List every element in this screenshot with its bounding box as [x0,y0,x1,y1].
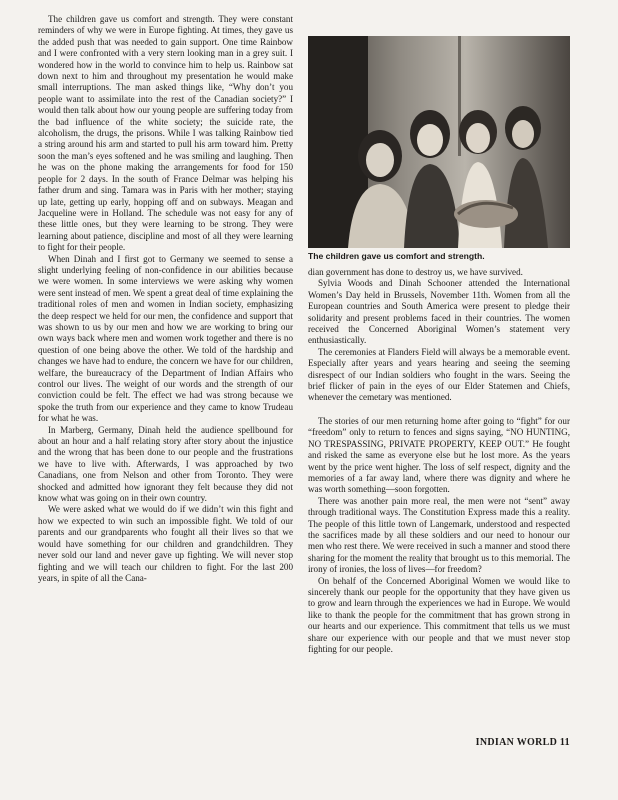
paragraph: Sylvia Woods and Dinah Schooner attended the International Women’s Day held in Brussels, November 11th. Women from all the European countries and South America were present to pledge their solidarity and present problems faced in their countries. The women received the Concerned Aboriginal Women’s statement very enthusiastically. [308,278,570,346]
paragraph: The stories of our men returning home after going to “fight” for our “freedom” only to return to fences and signs saying, “NO HUNTING, NO TRESPASSING, PRIVATE PROPERTY, KEEP OUT.” He fought and risked the same as everyone else but he lost more. As the years went by the price went higher. The loss of self respect, dignity and the memories of a far away land, where there was dignity and where he was worth something—soon forgotten. [308,415,570,495]
left-column [38,14,293,584]
paragraph: The ceremonies at Flanders Field will always be a memorable event. Especially after years and years hearing and seeing the seeming disrespect of our Indian soldiers who fought in the wars. Seeing the brief flicker of pain in the eyes of our Elder Statemen and Chiefs, whenever the cemetary was mentioned. [308,346,570,403]
paragraph: We were asked what we would do if we didn’t win this fight and how we expected to win such an impossible fight. We told of our parents and our grandparents who fought all their lives so that we would have something for our children and grandchildren. They never sold our land and never gave up fighting. We will never stop fighting and we will teach our children to fight. For the last 200 years, in spite of all the Cana- [38,504,293,583]
page-footer: INDIAN WORLD 11 [475,737,570,748]
children-photo [308,36,570,248]
paragraph: In Marberg, Germany, Dinah held the audience spellbound for about an hour and a half relating story after story about the injustice and the wrong that has been done to our people and the frustrations we have to live with. Afterwards, I was approached by two Canadians, one from Nelson and other from Toronto. They were shocked and admitted how ignorant they felt because they did not know what was going on in their own country. [38,424,293,504]
paragraph: The children gave us comfort and strength. They were constant reminders of why we were in Europe fighting. At times, they gave us the added push that was needed to gain support. One time Rainbow and I were confronted with a very stern looking man in a grey suit. I wondered how in the world to convince him to help us. Rainbow sat down next to him and throughout my presentation he would make small interruptions. The man asked things like, “Why don’t you people want to assimilate into the rest of the Canadian society?” I would then talk about how our young people are suffering today from the bad influence of the white society; the suicide rate, the alcoholism, the drugs, the prisons. While I was talking Rainbow tied a string around his arm and started to pull his arm toward him. Pretty soon the man’s eyes softened and he was smiling and laughing. Then he was on the phone making the arrangements for food for 150 people for 2 days. In the south of France Delmar was helping his father drum and sing. Tamara was in Paris with her mother; staying up late, getting up early, hopping off and on subways. Meagan and Jacqueline were in Holland. The schedule was not easy for any of these little ones, but they were learning to be strong. They were learning about patience, discipline and most of all they were learning to fight for their people. [38,14,293,253]
paragraph: dian government has done to destroy us, we have survived. [308,267,523,277]
paragraph: On behalf of the Concerned Aboriginal Women we would like to sincerely thank our people for the opportunity that they have given us to grow and learn through the experiences we had in Europe. We would like to thank the people for the commitment that has grown strong in our hearts and our experience. This commitment that tells us we must share our experience with our people and that we must never stop fighting for our people. [308,575,570,654]
photo-caption: The children gave us comfort and strength. [308,251,485,261]
paragraph: There was another pain more real, the men were not “sent” away through traditional ways. The Constitution Express made this a reality. The people of this little town of Langemark, understood and respected the sacrifices made by all these soldiers and our need to honour our men who rest there. We were received in such a manner and stood there sharing for the moment the reality that brought us to this memorial. The irony of ironies, the loss of lives—for freedom? [308,495,570,575]
right-column [308,267,570,655]
paragraph: When Dinah and I first got to Germany we seemed to sense a slight underlying feeling of non-confidence in our abilities because we were women. In some interviews we were asking why women were sent instead of men. We spent a great deal of time explaining the traditional roles of men and women in Indian society, emphasizing the deep respect we held for our men, the confidence and support that was shown to us by our men and how we are working to bring our own ways back where men and women work together and there is no question of one being above the other. We told of the hardship and changes we have had to endure, the concern we have for our children, welfare, the bureaucracy of the Department of Indian Affairs who control our lives. The weight of our words and the strength of our conviction could be felt. The effect we had was strong because we spoke the truth from our experience and they came to know Trudeau for what he was. [38,253,293,424]
